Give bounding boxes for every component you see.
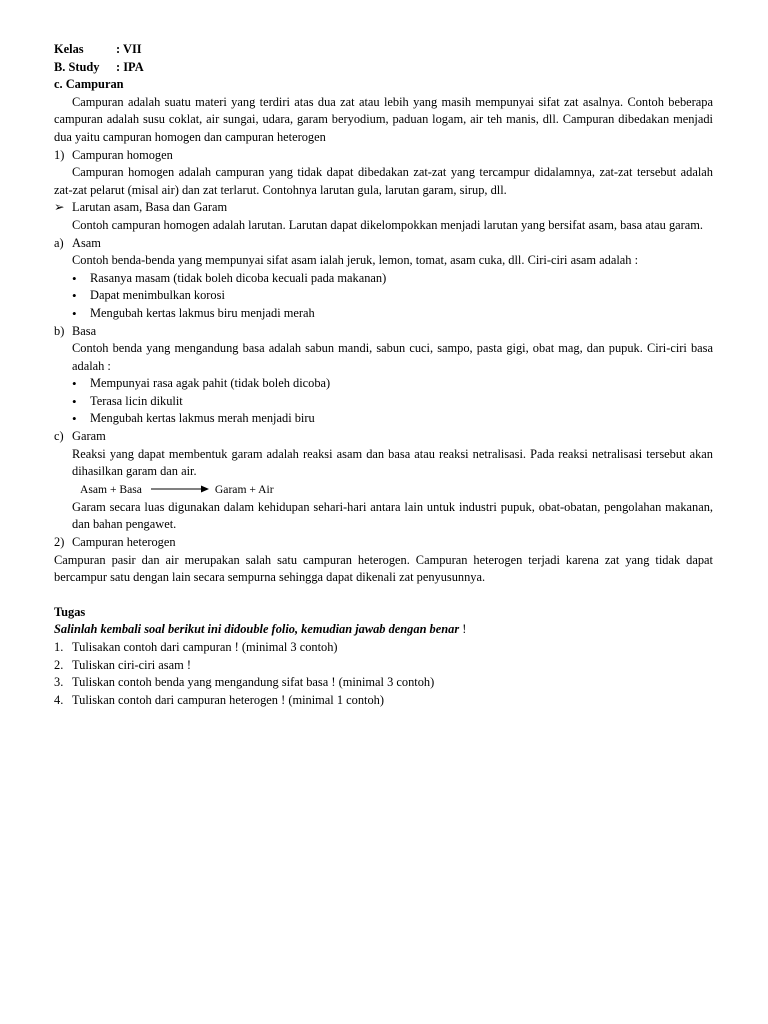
bullet-icon: • [72, 270, 77, 286]
list-item [54, 375, 713, 393]
basa-bullet-text: Mempunyai rasa agak pahit (tidak boleh dicoba) [90, 376, 331, 391]
garam-title: Garam [72, 429, 106, 444]
asam-bullet-text: Dapat menimbulkan korosi [90, 288, 225, 303]
task-text: Tuliskan ciri-ciri asam ! [72, 657, 191, 672]
task-number: 2. [54, 657, 64, 672]
bullet-icon: • [72, 393, 77, 409]
list-item [54, 305, 713, 323]
homogen-number: 1) [54, 147, 65, 162]
basa-paragraph: Contoh benda yang mengandung basa adalah sabun mandi, sabun cuci, sampo, pasta gigi, obat mag, dan pupuk. Ciri-ciri basa adalah : [72, 341, 713, 373]
arrowhead-bullet-icon: ➢ [54, 200, 65, 215]
basa-heading [54, 323, 713, 341]
tugas-instruction-end: ! [459, 622, 467, 637]
heterogen-title: Campuran heterogen [72, 535, 176, 550]
tugas-instruction-line [54, 621, 713, 639]
list-item [54, 393, 713, 411]
bullet-icon: • [72, 376, 77, 392]
garam-paragraph-2: Garam secara luas digunakan dalam kehidupan sehari-hari antara lain untuk industri pupuk, obat-obatan, pengolahan makanan, dan bahan pengawet. [72, 499, 713, 532]
bullet-icon: • [72, 305, 77, 321]
basa-number: b) [54, 323, 65, 338]
heterogen-number: 2) [54, 535, 65, 550]
larutan-heading [54, 199, 713, 217]
task-number: 4. [54, 692, 64, 707]
study-line [54, 59, 713, 77]
task-text: Tulisakan contoh dari campuran ! (minimal 3 contoh) [72, 640, 338, 654]
asam-number: a) [54, 235, 64, 250]
equation-left: Asam + Basa [80, 483, 142, 497]
list-item [54, 287, 713, 305]
kelas-label: Kelas [54, 42, 84, 56]
basa-title: Basa [72, 323, 97, 338]
basa-bullet-text: Mengubah kertas lakmus merah menjadi biru [90, 411, 315, 426]
arrow-right-icon [151, 481, 209, 499]
larutan-paragraph: Contoh campuran homogen adalah larutan. Larutan dapat dikelompokkan menjadi larutan yang bersifat asam, basa atau garam. [72, 217, 704, 232]
bullet-icon: • [72, 288, 77, 304]
study-label: B. Study [54, 59, 100, 74]
list-item [54, 270, 713, 288]
document-content [54, 41, 713, 709]
asam-bullet-text: Rasanya masam (tidak boleh dicoba kecuali pada makanan) [90, 270, 387, 285]
list-item [54, 639, 713, 657]
asam-paragraph: Contoh benda-benda yang mempunyai sifat asam ialah jeruk, lemon, tomat, asam cuka, dll. Ciri-ciri asam adalah : [72, 253, 639, 268]
heterogen-heading [54, 534, 713, 552]
asam-title: Asam [72, 235, 101, 250]
task-text: Tuliskan contoh benda yang mengandung sifat basa ! (minimal 3 contoh) [72, 675, 435, 690]
equation-right: Garam + Air [214, 483, 274, 497]
asam-heading [54, 235, 713, 253]
spacer [54, 587, 713, 604]
reaction-equation [54, 481, 713, 499]
asam-bullet-text: Mengubah kertas lakmus biru menjadi merah [90, 305, 315, 320]
list-item [54, 674, 713, 692]
list-item [54, 410, 713, 428]
tugas-title: Tugas [54, 604, 86, 619]
bullet-icon: • [72, 411, 77, 427]
basa-bullet-text: Terasa licin dikulit [90, 393, 183, 408]
kelas-line [54, 41, 713, 59]
intro-paragraph: Campuran adalah suatu materi yang terdiri atas dua zat atau lebih yang masih mempunyai sifat zat asalnya. Contoh beberapa campuran adalah susu coklat, air sungai, udara, garam beryodium, paduan logam, air teh manis, dll. Campuran dibedakan menjadi dua yaitu campuran homogen dan campuran heterogen [54, 94, 713, 144]
task-number: 3. [54, 675, 64, 690]
garam-number: c) [54, 429, 64, 444]
task-text: Tuliskan contoh dari campuran heterogen ! (minimal 1 contoh) [72, 692, 384, 707]
study-value: : IPA [116, 59, 144, 74]
larutan-title: Larutan asam, Basa dan Garam [72, 200, 228, 215]
kelas-value: : VII [116, 42, 142, 56]
heterogen-paragraph: Campuran pasir dan air merupakan salah satu campuran heterogen. Campuran heterogen terjadi karena zat yang tidak dapat bercampur satu dengan lain secara sempurna sehingga dapat dikenali zat penyusunnya. [54, 552, 713, 585]
task-number: 1. [54, 640, 64, 654]
homogen-paragraph: Campuran homogen adalah campuran yang tidak dapat dibedakan zat-zat yang tercampur didalamnya, zat-zat tersebut adalah zat-zat pelarut (misal air) dan zat terlarut. Contohnya larutan gula, larutan garam, sirup, dll. [54, 165, 713, 197]
garam-paragraph: Reaksi yang dapat membentuk garam adalah reaksi asam dan basa atau reaksi netralisasi. Pada reaksi netralisasi tersebut akan dihasilkan garam dan air. [72, 446, 713, 479]
list-item [54, 657, 713, 675]
homogen-heading [54, 147, 713, 165]
homogen-title: Campuran homogen [72, 147, 173, 162]
section-title: c. Campuran [54, 77, 124, 92]
garam-heading [54, 428, 713, 446]
tugas-instruction: Salinlah kembali soal berikut ini didouble folio, kemudian jawab dengan benar [54, 622, 460, 637]
list-item [54, 692, 713, 710]
